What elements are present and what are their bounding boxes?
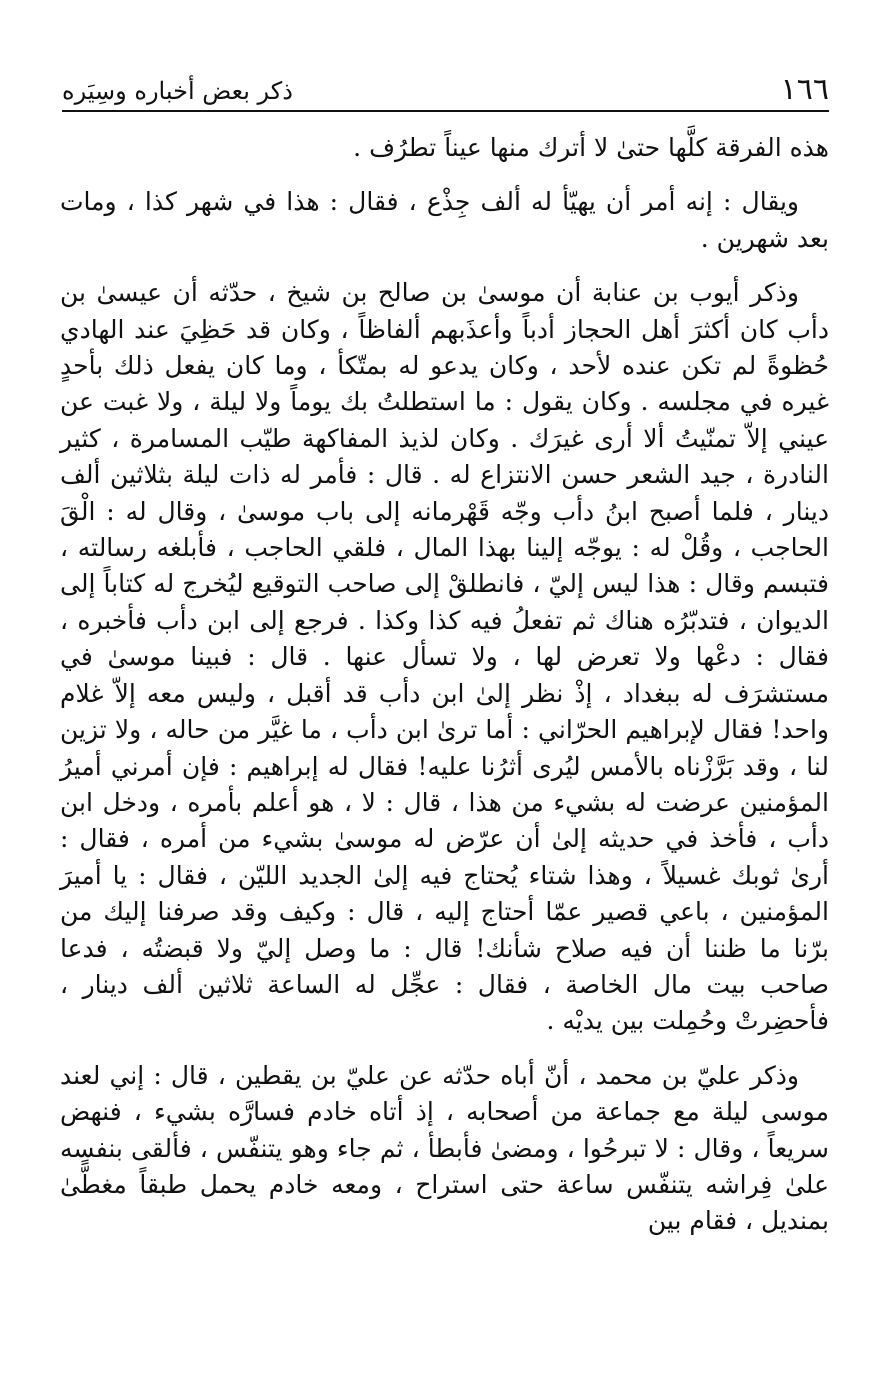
running-title: ذكر بعض أخباره وسِيَره (62, 77, 293, 105)
page-number: ١٦٦ (780, 72, 829, 107)
paragraph: وذكر عليّ بن محمد ، أنّ أباه حدّثه عن عليّ بن يقطين ، قال : إني لعند موسى ليلة مع جماعة من أصحابه ، إذ أتاه خادم فسارَّه بشيء ، فنهض سريعاً ، وقال : لا تبرحُوا ، ومضىٰ فأبطأ ، ثم جاء وهو يتنفّس ، فألقى بنفسه علىٰ فِراشه يتنفّس ساعة حتى استراح ، ومعه خادم يحمل طبقاً مغطًّىٰ بمنديل ، فقام بين (60, 1060, 829, 1236)
paragraph: ويقال : إنه أمر أن يهيّأ له ألف جِذْع ، فقال : هذا في شهر كذا ، ومات بعد شهرين . (60, 187, 829, 253)
page-body (60, 130, 829, 1258)
page-header (62, 72, 829, 112)
paragraph: وذكر أيوب بن عنابة أن موسىٰ بن صالح بن شيخ ، حدّثه أن عيسىٰ بن دأب كان أكثرَ أهل الحجاز أدباً وأعذَبهم ألفاظاً ، وكان قد حَظِيَ عند الهادي حُظوةً لم تكن عنده لأحد ، وكان يدعو له بمتّكأ ، وما كان يفعل ذلك بأحدٍ غيره في مجلسه . وكان يقول : ما استطلتُ بك يوماً ولا ليلة ، ولا غبت عن عيني إلاّ تمنّيتُ ألا أرى غيرَك . وكان لذيذ المفاكهة طيّب المسامرة ، كثير النادرة ، جيد الشعر حسن الانتزاع له . قال : فأمر له ذات ليلة بثلاثين ألف دينار ، فلما أصبح ابنُ دأب وجّه قَهْرمانه إلى باب موسىٰ ، وقال له : الْقَ الحاجب ، وقُلْ له : يوجّه إلينا بهذا المال ، فلقي الحاجب ، فأبلغه رسالته ، فتبسم وقال : هذا ليس إليّ ، فانطلقْ إلى صاحب التوقيع ليُخرج له كتاباً إلى الديوان ، فتدبّرُه هناك ثم تفعلُ فيه كذا وكذا . فرجع إلى ابن دأب فأخبره ، فقال : دعْها ولا تعرض لها ، ولا تسأل عنها . قال : فبينا موسىٰ في مستشرَف له ببغداد ، إذْ نظر إلىٰ ابن دأب قد أقبل ، وليس معه إلاّ غلام واحد! فقال لإبراهيم الحرّاني : أما ترىٰ ابن دأب ، ما غيَّر من حاله ، ولا تزين لنا ، وقد بَرَّزْناه بالأمس ليُرى أثرُنا عليه! فقال له إبراهيم : فإن أمرني أميرُ المؤمنين عرضت له بشيء من هذا ، قال : لا ، هو أعلم بأمره ، ودخل ابن دأب ، فأخذ في حديثه إلىٰ أن عرّض له موسىٰ بشيء من أمره ، فقال : أرىٰ ثوبك غسيلاً ، وهذا شتاء يُحتاج فيه إلىٰ الجديد الليّن ، فقال : يا أميرَ المؤمنين ، باعي قصير عمّا أحتاج إليه ، قال : وكيف وقد صرفنا إليك من برّنا ما ظننا أن فيه صلاح شأنك! قال : ما وصل إليّ ولا قبضتُه ، فدعا صاحب بيت مال الخاصة ، فقال : عجِّل له الساعة ثلاثين ألف دينار ، فأحضِرتْ وحُمِلت بين يديْه . (60, 278, 829, 1036)
paragraph: هذه الفرقة كلَّها حتىٰ لا أترك منها عيناً تطرُف . (353, 133, 829, 162)
